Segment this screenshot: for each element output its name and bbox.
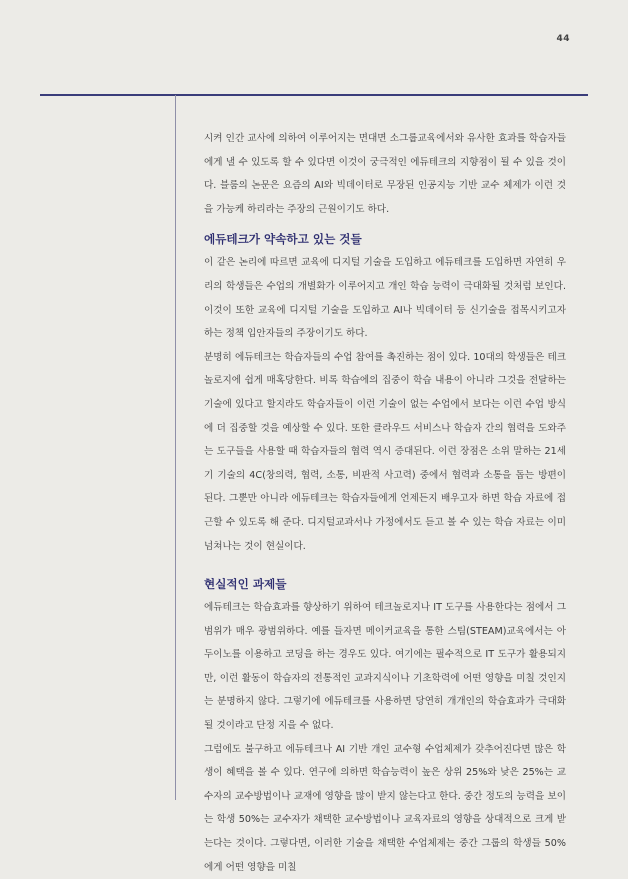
challenges-paragraph-2: 그럼에도 불구하고 에듀테크나 AI 기반 개인 교수형 수업체제가 갖추어진다면 많은 학생이 혜택을 볼 수 있다. 연구에 의하면 학습능력이 높은 상위 25%와 낮은 25%는 교수자의 교수방법이나 교재에 영향을 많이 받지 않는다고 한다. 중간 정도의 능력을 보이는 학생 50%는 교수자가 채택한 교수방법이나 교육자료의 영향을 상대적으로 크게 받는다는 것이다. 그렇다면, 이러한 기술을 채택한 수업체제는 중간 그룹의 학생들 50%에게 어떤 영향을 미칠 [204, 743, 566, 873]
margin-rule [175, 95, 176, 800]
promises-paragraph-2: 분명히 에듀테크는 학습자들의 수업 참여를 촉진하는 점이 있다. 10대의 학생들은 테크놀로지에 쉽게 매혹당한다. 비록 학습에의 집중이 학습 내용이 아니라 그것을 전달하는 기술에 있다고 할지라도 학습자들이 이런 기술이 없는 수업에서 보다는 이런 수업 방식에 더 집중할 것을 예상할 수 있다. 또한 클라우드 서비스나 학습자 간의 협력을 도와주는 도구들을 사용할 때 학습자들의 협력 역시 증대된다. 이런 장점은 소위 말하는 21세기 기술의 4C(창의력, 협력, 소통, 비판적 사고력) 중에서 협력과 소통을 돕는 방편이 된다. 그뿐만 아니라 에듀테크는 학습자들에게 언제든지 배우고자 하면 학습 자료에 접근할 수 있도록 해 준다. 디지털교과서나 가정에서도 듣고 볼 수 있는 학습 자료는 이미 넘쳐나는 것이 현실이다. [204, 351, 566, 552]
header-rule [40, 94, 588, 96]
section-heading-promises: 에듀테크가 약속하고 있는 것들 [204, 232, 362, 247]
page-number: 44 [556, 34, 570, 44]
promises-paragraph-1: 이 같은 논리에 따르면 교육에 디지털 기술을 도입하고 에듀테크를 도입하면 자연히 우리의 학생들은 수업의 개별화가 이루어지고 개인 학습 능력이 극대화될 것처럼 보인다. 이것이 또한 교육에 디지털 기술을 도입하고 AI나 빅데이터 등 신기술을 접목시키고자 하는 정책 입안자들의 주장이기도 하다. [204, 257, 566, 340]
section-heading-challenges: 현실적인 과제들 [204, 577, 287, 592]
article-body [204, 127, 566, 879]
challenges-paragraph-1: 에듀테크는 학습효과를 향상하기 위하여 테크놀로지나 IT 도구를 사용한다는 점에서 그 범위가 매우 광범위하다. 예를 들자면 메이커교육을 통한 스팀(STEAM)교육에서는 아두이노를 이용하고 코딩을 하는 경우도 있다. 여기에는 필수적으로 IT 도구가 활용되지만, 이런 활동이 학습자의 전통적인 교과지식이나 기초학력에 어떤 영향을 미칠 것인지는 분명하지 않다. 그렇기에 에듀테크를 사용하면 당연히 개개인의 학습효과가 극대화될 것이라고 단정 지을 수 없다. [204, 602, 566, 732]
intro-paragraph: 시켜 인간 교사에 의하여 이루어지는 면대면 소그룹교육에서와 유사한 효과를 학습자들에게 낼 수 있도록 할 수 있다면 이것이 궁극적인 에듀테크의 지향점이 될 수 있을 것이다. 블룸의 논문은 요즘의 AI와 빅데이터로 무장된 인공지능 기반 교수 체제가 이런 것을 가능케 하리라는 주장의 근원이기도 하다. [204, 133, 566, 215]
